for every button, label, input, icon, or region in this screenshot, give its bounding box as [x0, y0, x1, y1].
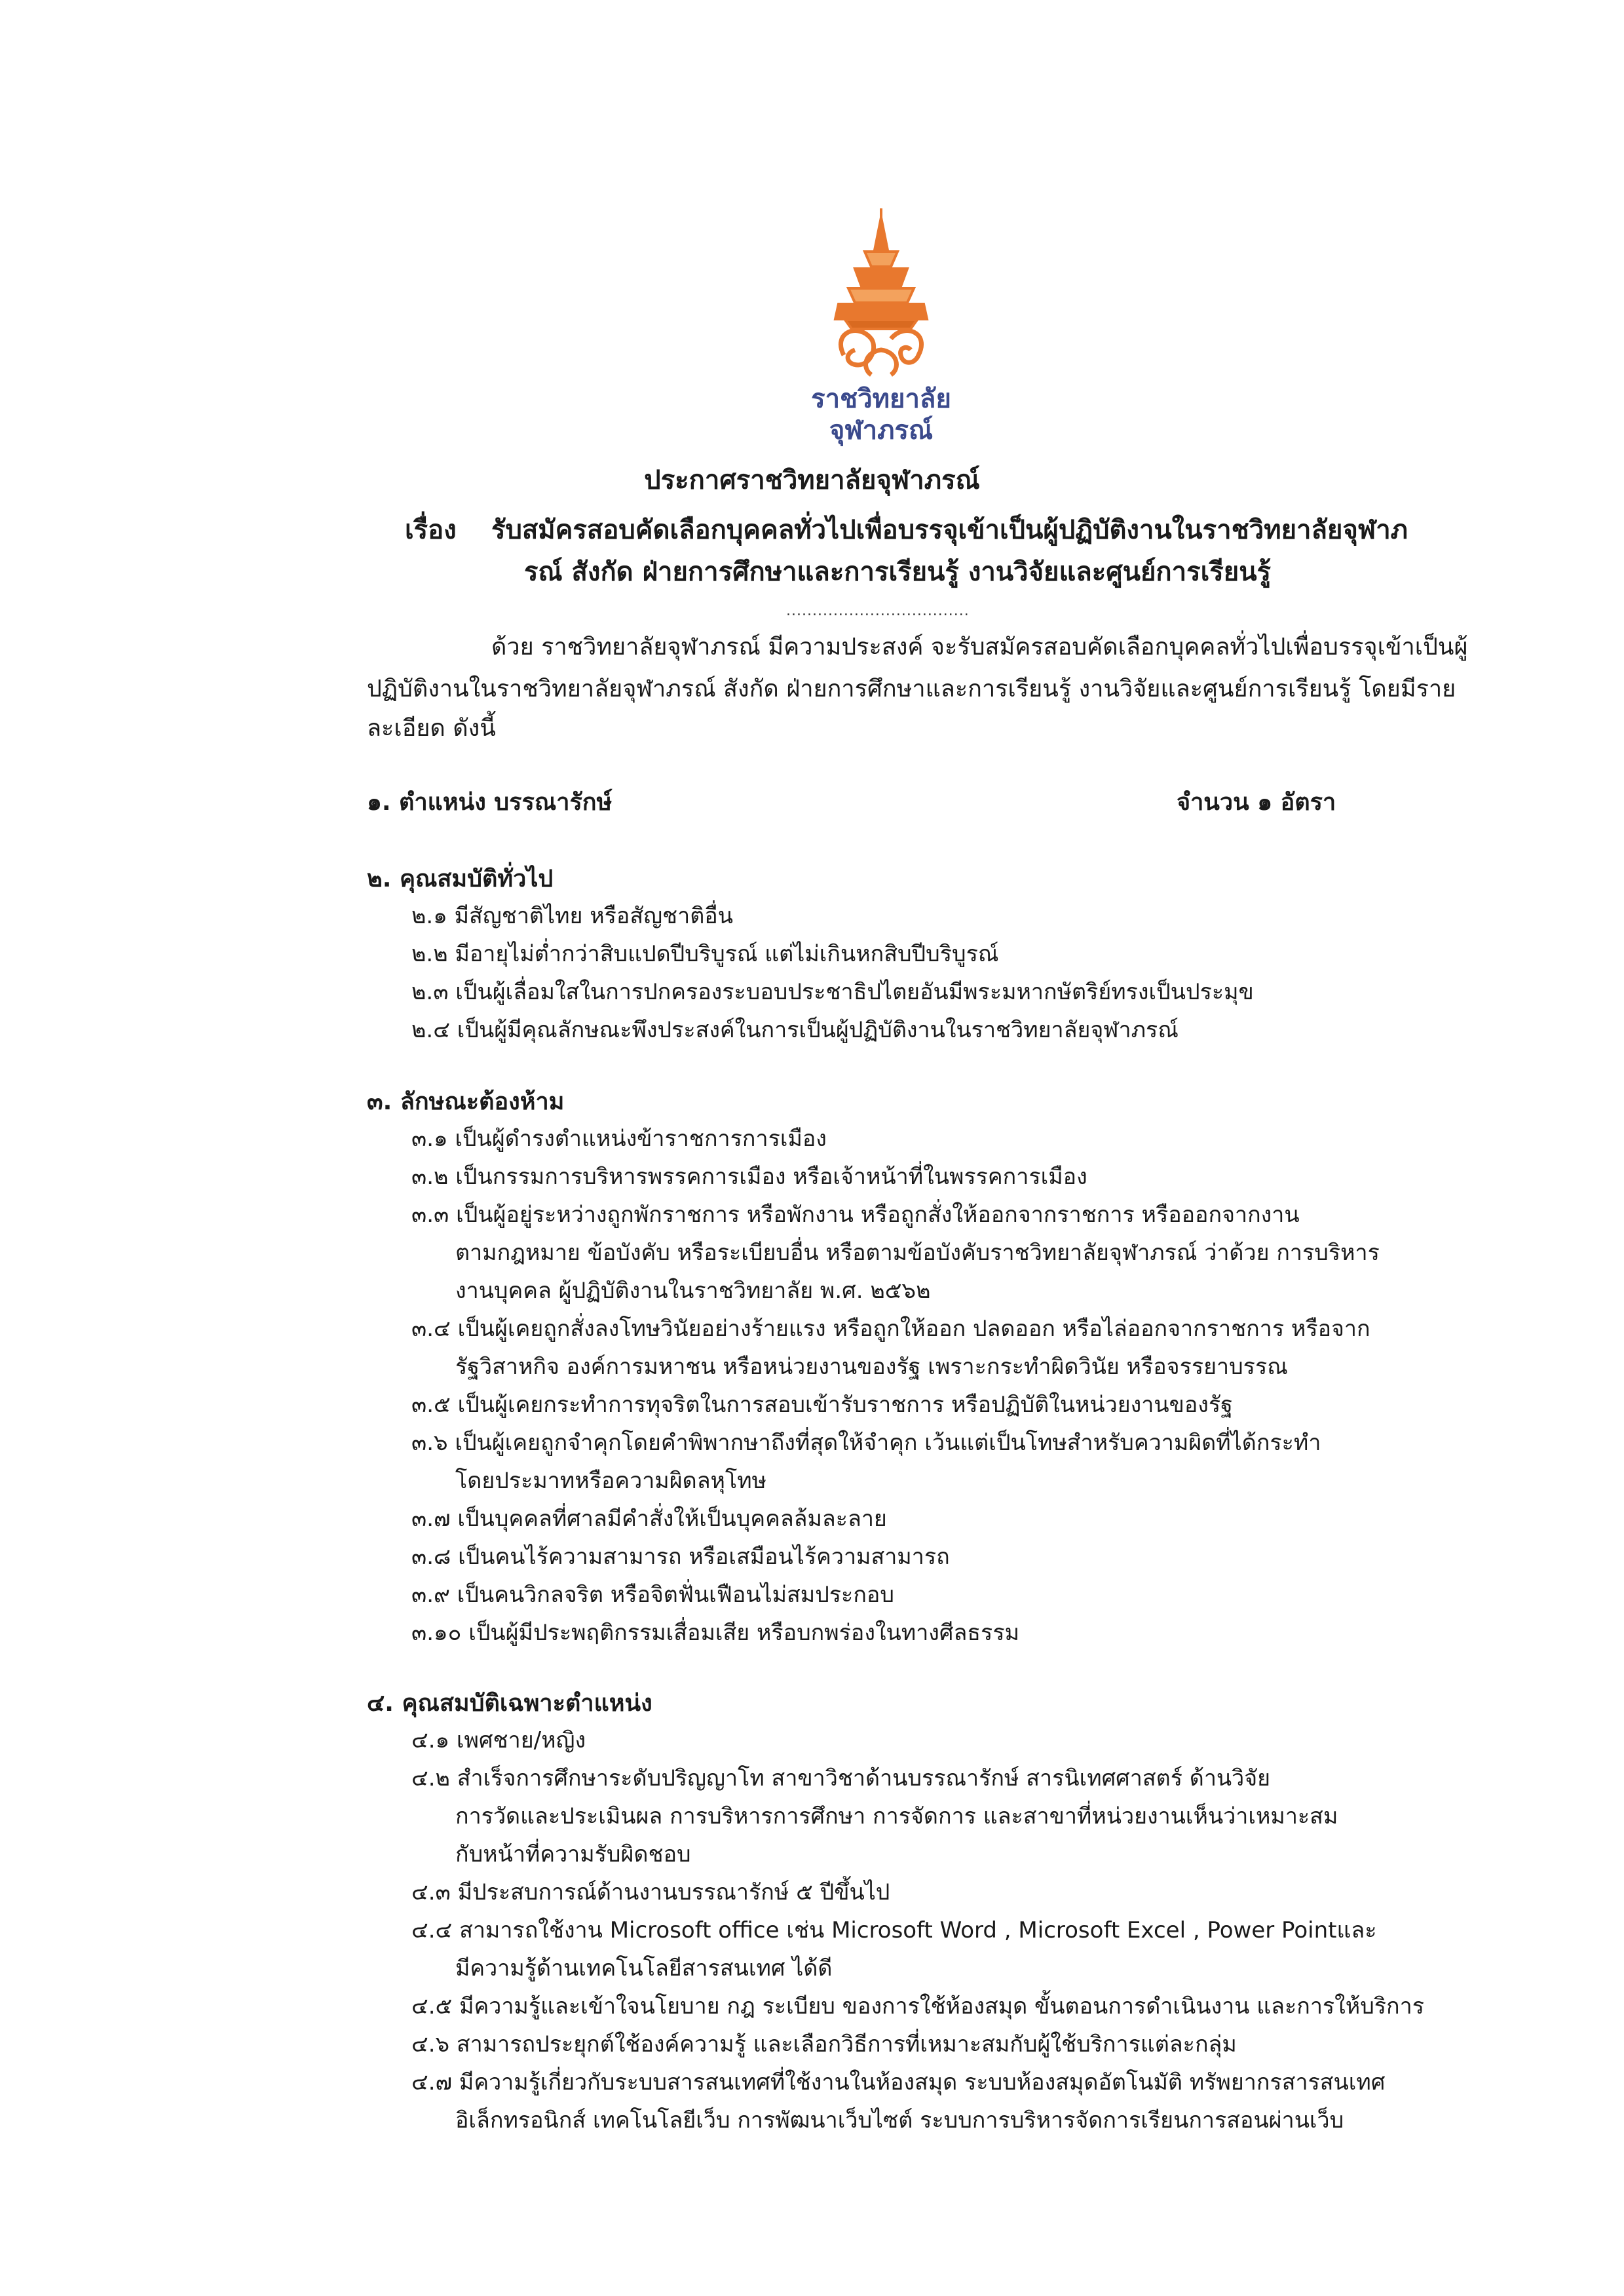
announcement-title: ประกาศราชวิทยาลัยจุฬาภรณ์: [644, 465, 980, 495]
list-item: ๔.๗ มีความรู้เกี่ยวกับระบบสารสนเทศที่ใช้งานในห้องสมุด ระบบห้องสมุดอัตโนมัติ ทรัพยากรสารสนเทศ: [411, 2069, 1386, 2095]
list-item: ๔.๔ สามารถใช้งาน Microsoft office เช่น Microsoft Word , Microsoft Excel , Power Pointและ: [411, 1917, 1377, 1943]
intro-line-2: ปฏิบัติงานในราชวิทยาลัยจุฬาภรณ์ สังกัด ฝ่ายการศึกษาและการเรียนรู้ งานวิจัยและศูนย์การเรียนรู้ โดยมีราย: [367, 676, 1456, 702]
section4-heading: ๔. คุณสมบัติเฉพาะตำแหน่ง: [367, 1690, 652, 1717]
separator: ...................................: [786, 603, 970, 619]
list-item: ๓.๖ เป็นผู้เคยถูกจำคุกโดยคำพิพากษาถึงที่สุดให้จำคุก เว้นแต่เป็นโทษสำหรับความผิดที่ได้กระทำ: [411, 1430, 1321, 1456]
list-item: ๒.๔ เป็นผู้มีคุณลักษณะพึงประสงค์ในการเป็นผู้ปฏิบัติงานในราชวิทยาลัยจุฬาภรณ์: [411, 1017, 1179, 1043]
list-item: ๔.๕ มีความรู้และเข้าใจนโยบาย กฎ ระเบียบ ของการใช้ห้องสมุด ขั้นตอนการดำเนินงาน และการให้บริการ: [411, 1993, 1424, 2019]
list-item: ๓.๘ เป็นคนไร้ความสามารถ หรือเสมือนไร้ความสามารถ: [411, 1544, 950, 1570]
subject-line-2: รณ์ สังกัด ฝ่ายการศึกษาและการเรียนรู้ งานวิจัยและศูนย์การเรียนรู้: [524, 557, 1272, 587]
logo-text-line2: จุฬาภรณ์: [829, 415, 934, 446]
list-item: ๓.๑๐ เป็นผู้มีประพฤติกรรมเสื่อมเสีย หรือบกพร่องในทางศีลธรรม: [411, 1620, 1019, 1646]
list-item-continued: งานบุคคล ผู้ปฏิบัติงานในราชวิทยาลัย พ.ศ. ๒๕๖๒: [455, 1278, 931, 1304]
subject-label: เรื่อง: [405, 515, 457, 545]
list-item-continued: กับหน้าที่ความรับผิดชอบ: [455, 1841, 691, 1867]
list-item-continued: อิเล็กทรอนิกส์ เทคโนโลยีเว็บ การพัฒนาเว็บไซต์ ระบบการบริหารจัดการเรียนการสอนผ่านเว็บ: [455, 2107, 1344, 2133]
list-item-continued: มีความรู้ด้านเทคโนโลยีสารสนเทศ ได้ดี: [455, 1955, 833, 1981]
list-item: ๓.๒ เป็นกรรมการบริหารพรรคการเมือง หรือเจ้าหน้าที่ในพรรคการเมือง: [411, 1164, 1087, 1190]
list-item: ๒.๓ เป็นผู้เลื่อมใสในการปกครองระบอบประชาธิปไตยอันมีพระมหากษัตริย์ทรงเป็นประมุข: [411, 979, 1254, 1005]
list-item: ๔.๑ เพศชาย/หญิง: [411, 1727, 586, 1753]
list-item: ๓.๔ เป็นผู้เคยถูกสั่งลงโทษวินัยอย่างร้ายแรง หรือถูกให้ออก ปลดออก หรือไล่ออกจากราชการ หรือจาก: [411, 1316, 1370, 1342]
list-item-continued: รัฐวิสาหกิจ องค์การมหาชน หรือหน่วยงานของรัฐ เพราะกระทำผิดวินัย หรือจรรยาบรรณ: [455, 1354, 1288, 1380]
section1-heading: ๑. ตำแหน่ง บรรณารักษ์: [367, 789, 613, 816]
list-item: ๔.๒ สำเร็จการศึกษาระดับปริญญาโท สาขาวิชาด้านบรรณารักษ์ สารนิเทศศาสตร์ ด้านวิจัย: [411, 1765, 1271, 1791]
logo-text-line1: ราชวิทยาลัย: [811, 384, 951, 414]
list-item-continued: ตามกฎหมาย ข้อบังคับ หรือระเบียบอื่น หรือตามข้อบังคับราชวิทยาลัยจุฬาภรณ์ ว่าด้วย การบริหาร: [455, 1240, 1380, 1266]
list-item: ๔.๖ สามารถประยุกต์ใช้องค์ความรู้ และเลือกวิธีการที่เหมาะสมกับผู้ใช้บริการแต่ละกลุ่ม: [411, 2031, 1237, 2057]
section3-heading: ๓. ลักษณะต้องห้าม: [367, 1088, 565, 1115]
list-item-continued: โดยประมาทหรือความผิดลหุโทษ: [455, 1468, 767, 1494]
list-item: ๓.๑ เป็นผู้ดำรงตำแหน่งข้าราชการการเมือง: [411, 1126, 827, 1152]
section2-heading: ๒. คุณสมบัติทั่วไป: [367, 866, 554, 892]
intro-line-3: ละเอียด ดังนี้: [367, 715, 496, 742]
list-item: ๓.๕ เป็นผู้เคยกระทำการทุจริตในการสอบเข้ารับราชการ หรือปฏิบัติในหน่วยงานของรัฐ: [411, 1392, 1233, 1418]
intro-line-1: ด้วย ราชวิทยาลัยจุฬาภรณ์ มีความประสงค์ จะรับสมัครสอบคัดเลือกบุคคลทั่วไปเพื่อบรรจุเข้าเป็นผู้: [491, 634, 1468, 660]
list-item: ๓.๙ เป็นคนวิกลจริต หรือจิตฟั่นเฟือนไม่สมประกอบ: [411, 1582, 894, 1608]
list-item: ๔.๓ มีประสบการณ์ด้านงานบรรณารักษ์ ๕ ปีขึ้นไป: [411, 1879, 890, 1905]
list-item: ๒.๒ มีอายุไม่ต่ำกว่าสิบแปดปีบริบูรณ์ แต่ไม่เกินหกสิบปีบริบูรณ์: [411, 941, 999, 967]
subject-line-1: รับสมัครสอบคัดเลือกบุคคลทั่วไปเพื่อบรรจุเข้าเป็นผู้ปฏิบัติงานในราชวิทยาลัยจุฬาภ: [491, 515, 1408, 545]
list-item: ๒.๑ มีสัญชาติไทย หรือสัญชาติอื่น: [411, 903, 733, 929]
position-quantity: จำนวน ๑ อัตรา: [1177, 789, 1336, 816]
list-item: ๓.๓ เป็นผู้อยู่ระหว่างถูกพักราชการ หรือพักงาน หรือถูกสั่งให้ออกจากราชการ หรือออกจากงาน: [411, 1202, 1300, 1228]
list-item-continued: การวัดและประเมินผล การบริหารการศึกษา การจัดการ และสาขาที่หน่วยงานเห็นว่าเหมาะสม: [455, 1803, 1338, 1829]
list-item: ๓.๗ เป็นบุคคลที่ศาลมีคำสั่งให้เป็นบุคคลล้มละลาย: [411, 1506, 887, 1532]
